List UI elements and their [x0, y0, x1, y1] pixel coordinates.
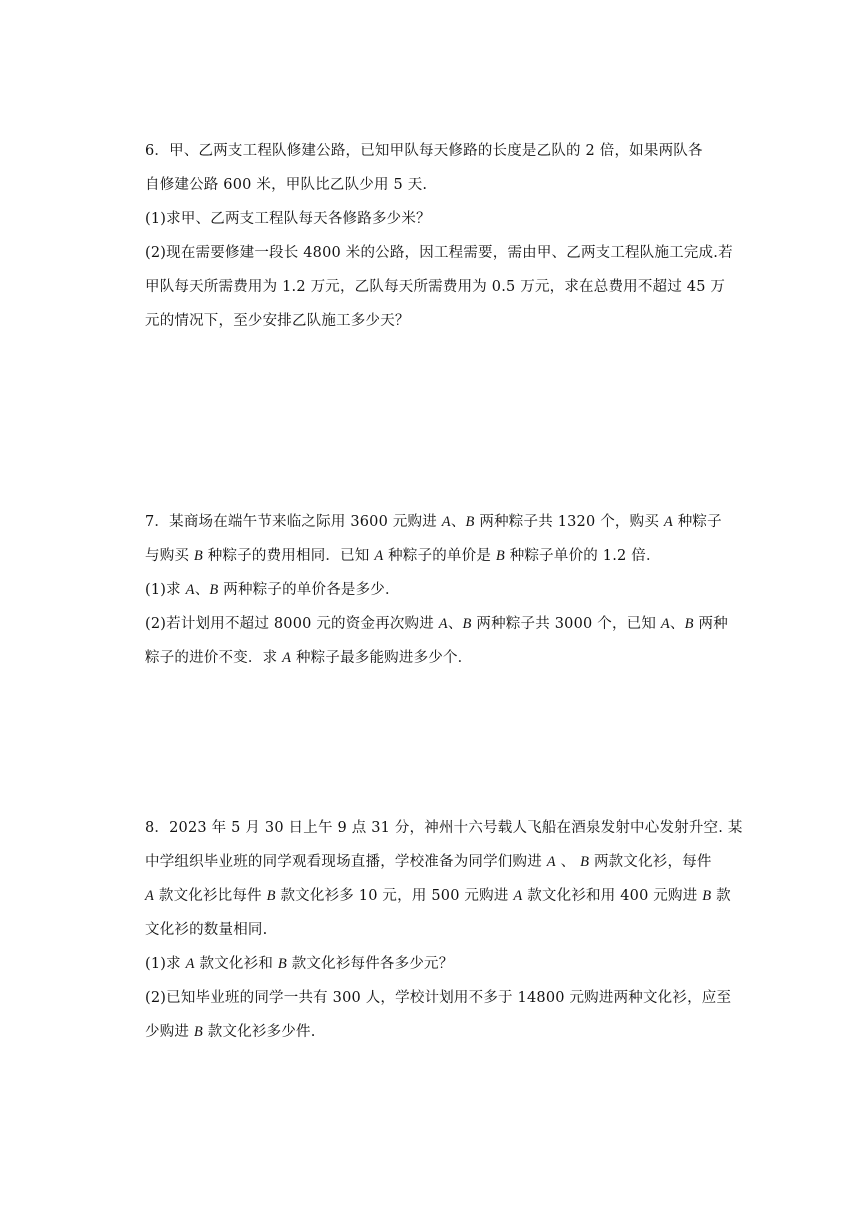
variable-a: A — [185, 582, 195, 598]
variable-b: B — [277, 956, 287, 972]
problem-7-part-1: (1)求 A、B 两种粽子的单价各是多少． — [145, 582, 400, 598]
problem-7 — [145, 505, 728, 675]
variable-a: A — [374, 548, 384, 564]
problem-7-line-1: 7．某商场在端午节来临之际用 3600 元购进 A、B 两种粽子共 1320 个，购买 A 种粽子 — [145, 514, 722, 530]
variable-b: B — [193, 1024, 203, 1040]
problem-8 — [145, 811, 743, 1049]
variable-b: B — [462, 616, 472, 632]
variable-b: B — [580, 854, 590, 870]
problem-6-part-2-line-1: (2)现在需要修建一段长 4800 米的公路，因工程需要，需由甲、乙两支工程队施工完成.若 — [145, 245, 733, 261]
problem-6 — [145, 134, 733, 338]
variable-a: A — [441, 514, 451, 530]
variable-b: B — [209, 582, 219, 598]
variable-a: A — [185, 956, 195, 972]
problem-8-part-2-line-1: (2)已知毕业班的同学一共有 300 人，学校计划用不多于 14800 元购进两种文化衫，应至 — [145, 990, 732, 1006]
variable-b: B — [193, 548, 203, 564]
problem-8-line-1: 8．2023 年 5 月 30 日上午 9 点 31 分，神州十六号载人飞船在酒泉发射中心发射升空. 某 — [145, 820, 743, 836]
problem-7-line-2: 与购买 B 种粽子的费用相同．已知 A 种粽子的单价是 B 种粽子单价的 1.2 倍． — [145, 548, 661, 564]
problem-8-line-4: 文化衫的数量相同. — [145, 922, 268, 938]
problem-6-part-1: (1)求甲、乙两支工程队每天各修路多少米？ — [145, 211, 431, 227]
variable-a: A — [145, 888, 155, 904]
variable-b: B — [266, 888, 276, 904]
problem-6-line-2: 自修建公路 600 米，甲队比乙队少用 5 天. — [145, 177, 428, 193]
problem-6-part-2-line-3: 元的情况下，至少安排乙队施工多少天？ — [145, 313, 410, 329]
problem-7-part-2-line-2: 粽子的进价不变．求 A 种粽子最多能购进多少个． — [145, 650, 473, 666]
variable-a: A — [513, 888, 523, 904]
variable-a: A — [663, 514, 673, 530]
problem-8-line-3: A 款文化衫比每件 B 款文化衫多 10 元，用 500 元购进 A 款文化衫和用 400 元购进 B 款 — [145, 888, 731, 904]
problem-7-part-2-line-1: (2)若计划用不超过 8000 元的资金再次购进 A、B 两种粽子共 3000 个，已知 A、B 两种 — [145, 616, 728, 632]
variable-a: A — [438, 616, 448, 632]
variable-a: A — [660, 616, 670, 632]
problem-8-part-2-line-2: 少购进 B 款文化衫多少件. — [145, 1024, 316, 1040]
variable-a: A — [282, 650, 292, 666]
variable-b: B — [465, 514, 475, 530]
problem-6-line-1: 6．甲、乙两支工程队修建公路，已知甲队每天修路的长度是乙队的 2 倍，如果两队各 — [145, 143, 703, 159]
variable-b: B — [684, 616, 694, 632]
problem-8-line-2: 中学组织毕业班的同学观看现场直播，学校准备为同学们购进 A 、 B 两款文化衫，每件 — [145, 854, 712, 870]
problem-6-part-2-line-2: 甲队每天所需费用为 1.2 万元，乙队每天所需费用为 0.5 万元，求在总费用不超过 45 万 — [145, 279, 726, 295]
variable-b: B — [495, 548, 505, 564]
variable-b: B — [702, 888, 712, 904]
variable-a: A — [546, 854, 556, 870]
problem-8-part-1: (1)求 A 款文化衫和 B 款文化衫每件各多少元？ — [145, 956, 454, 972]
